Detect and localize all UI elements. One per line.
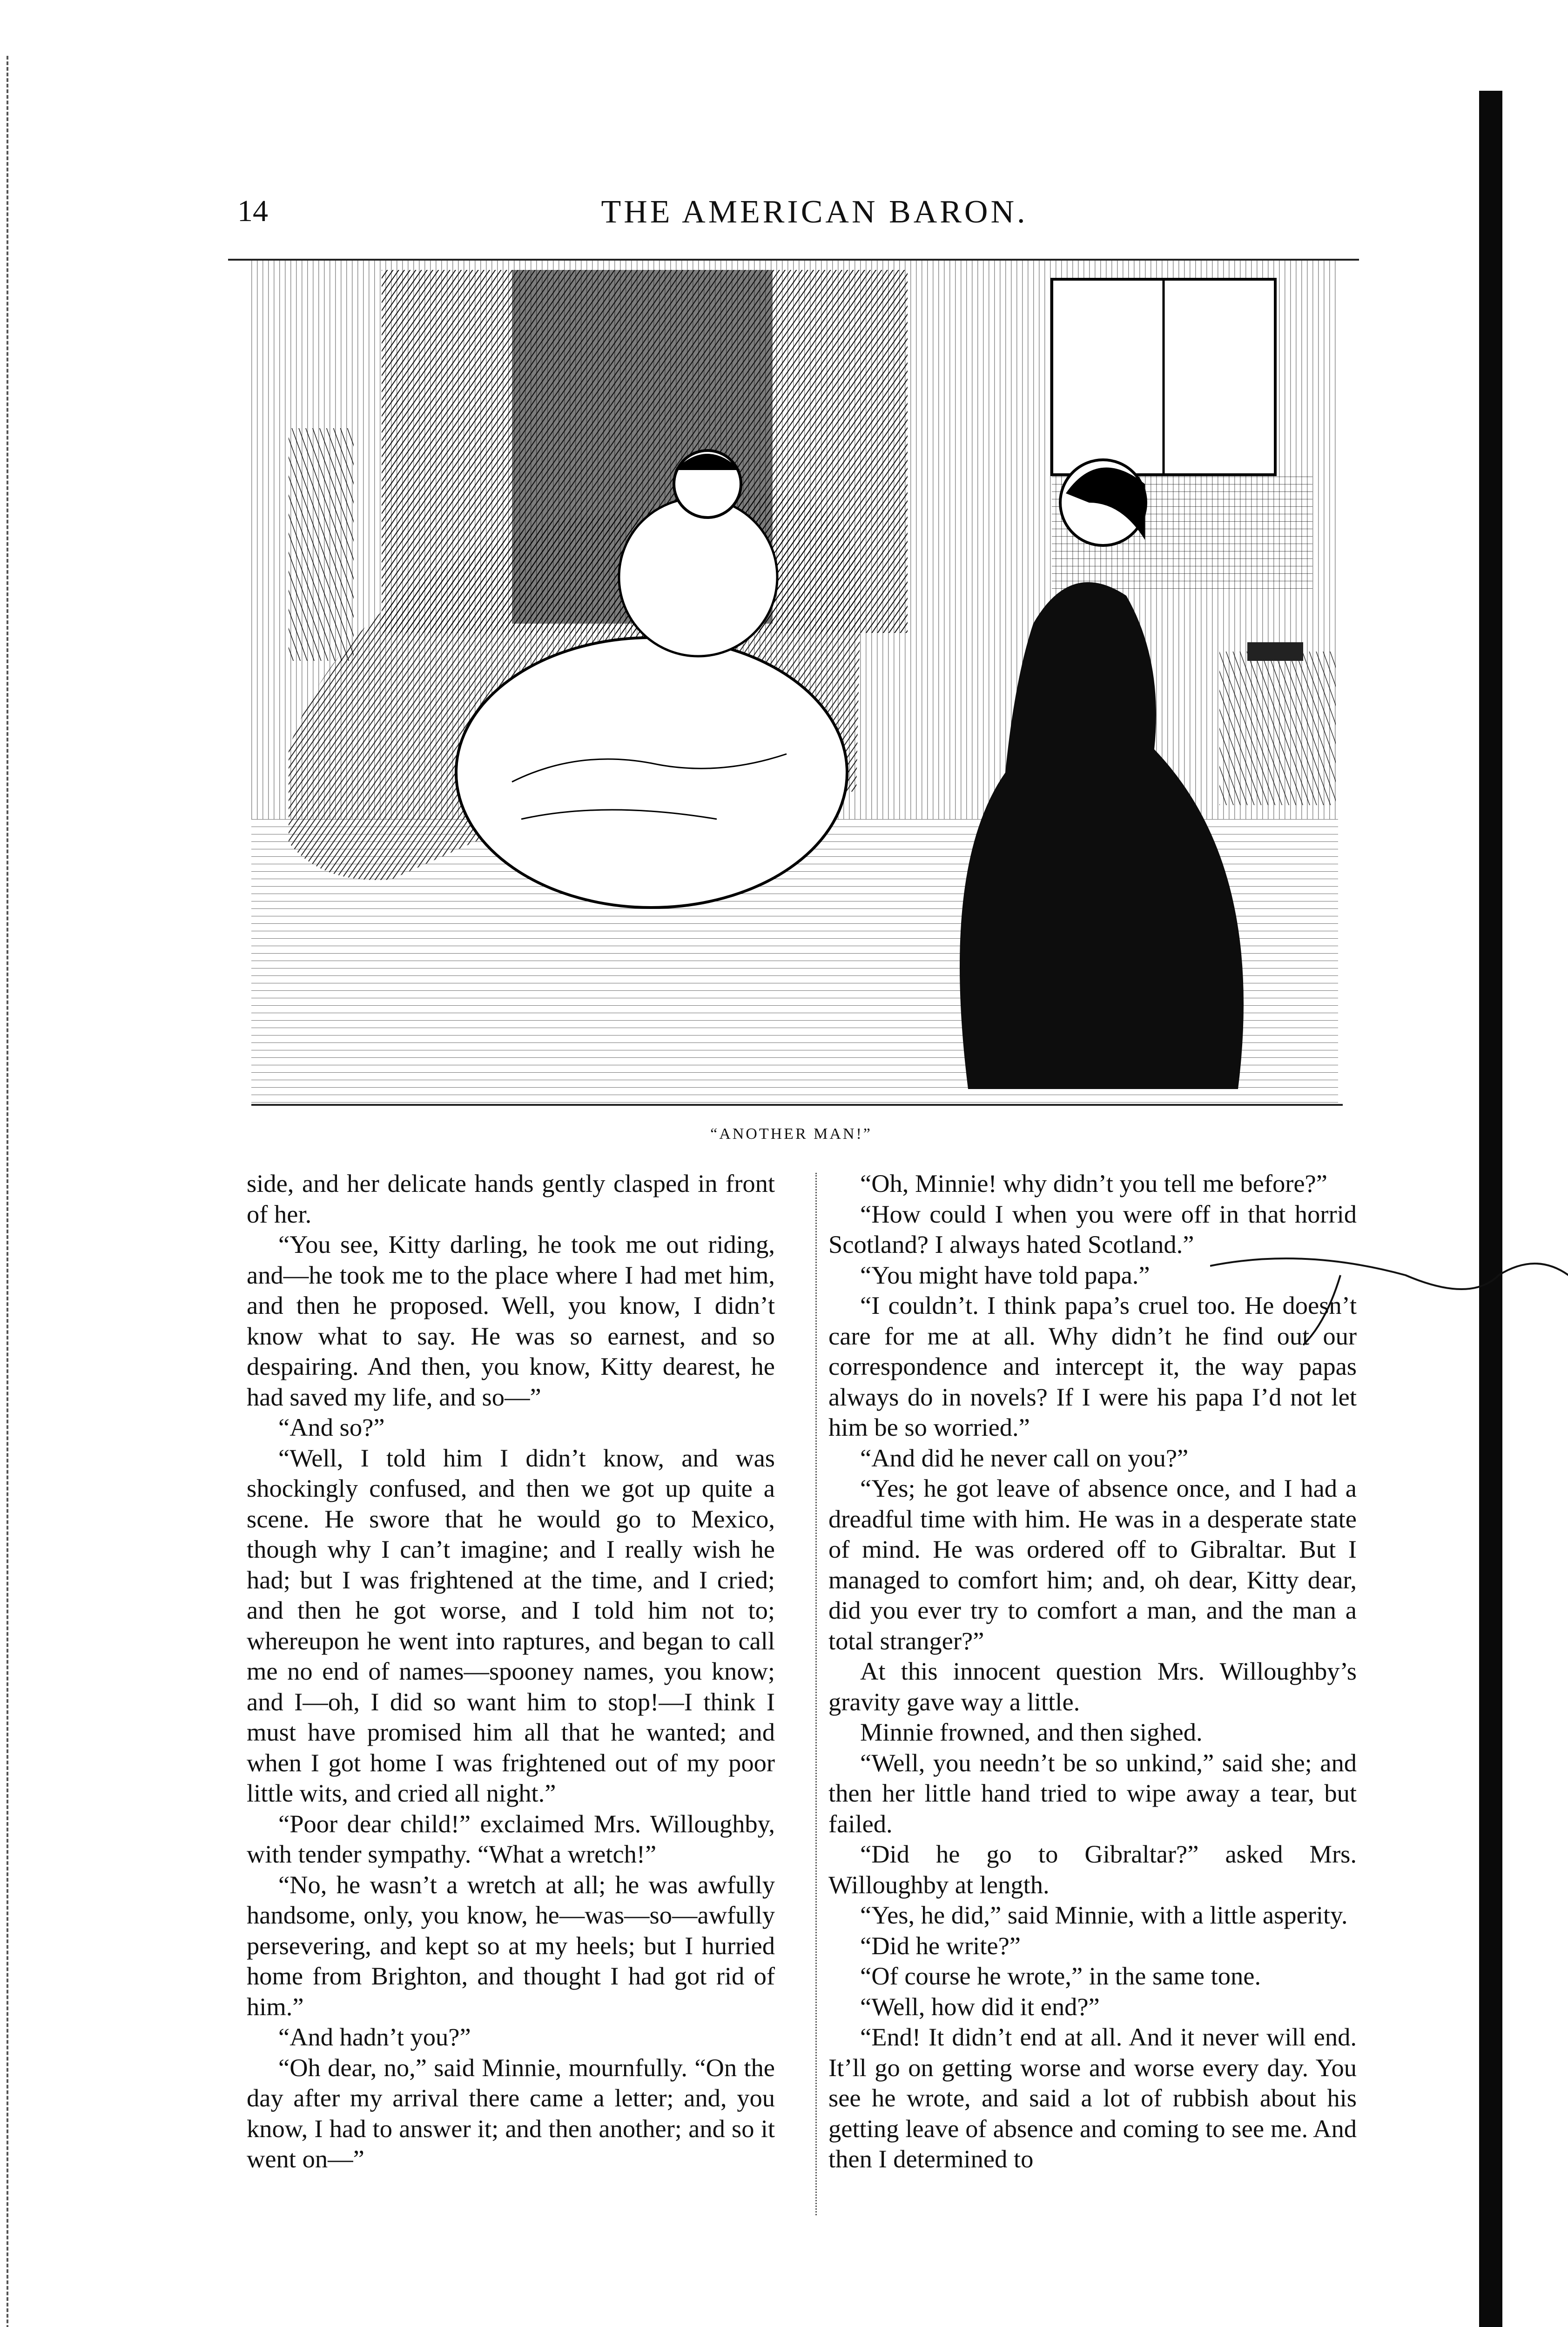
running-head: [237, 194, 1392, 245]
engraving-illustration: [251, 261, 1338, 1108]
engraving-drawing: [251, 261, 1338, 1104]
paragraph: At this innocent question Mrs. Willoughby’s gravity gave way a little.: [828, 1657, 1357, 1716]
paragraph: “Did he write?”: [860, 1931, 1021, 1960]
paragraph: “Yes; he got leave of absence once, and I had a dreadful time with him. He was in a desperate state of mind. He was ordered off to Gibraltar. But I managed to comfort him; and, oh dear, Kitty dear, did you ever try to comfort a man, and the man a total stranger?”: [828, 1474, 1357, 1655]
paragraph: side, and her delicate hands gently clasped in front of her.: [247, 1169, 775, 1228]
paragraph: “I couldn’t. I think papa’s cruel too. He doesn’t care for me at all. Why didn’t he find out our correspondence and intercept it, the way papas always do in novels? If I were his papa I’d not let him be so worried.”: [828, 1291, 1357, 1441]
running-title: THE AMERICAN BARON.: [601, 194, 1028, 230]
paragraph: “You see, Kitty darling, he took me out riding, and—he took me to the place where I had met him, and then he proposed. Well, you know, I didn’t know what to say. He was so earnest, and so despairing. And then, you know, Kitty dearest, he had saved my life, and so—”: [247, 1230, 775, 1411]
column-divider: [815, 1173, 817, 2215]
paragraph: “Well, you needn’t be so unkind,” said she; and then her little hand tried to wipe away a tear, but failed.: [828, 1748, 1357, 1838]
page-number: 14: [237, 194, 268, 228]
paragraph: “And did he never call on you?”: [860, 1443, 1189, 1472]
paragraph: “End! It didn’t end at all. And it never will end. It’ll go on getting worse and worse every day. You see he wrote, and said a lot of rubbish about his getting leave of absence and coming to see me. And then I determined to: [828, 2023, 1357, 2173]
paragraph: “And so?”: [278, 1413, 385, 1441]
paragraph: “Poor dear child!” exclaimed Mrs. Willoughby, with tender sympathy. “What a wretch!”: [247, 1809, 775, 1868]
page-edge-shadow: [1479, 91, 1502, 2327]
paragraph: “You might have told papa.”: [860, 1260, 1150, 1289]
paragraph: “Yes, he did,” said Minnie, with a little asperity.: [860, 1901, 1348, 1929]
paragraph: “Well, I told him I didn’t know, and was shockingly confused, and then we got up quite a scene. He swore that he would go to Mexico, though why I can’t imagine; and I really wish he had; but I was frightened at the time, and I cried; and then he got worse, and I told him not to; whereupon he went into raptures, and began to call me no end of names—spooney names, you know; and I—oh, I did so want him to stop!—I think I must have promised him all that he wanted; and when I got home I was frightened out of my poor little wits, and cried all night.”: [247, 1443, 775, 1807]
paragraph: “Did he go to Gibraltar?” asked Mrs. Willoughby at length.: [828, 1840, 1357, 1899]
paragraph: “Well, how did it end?”: [860, 1992, 1100, 2021]
paragraph: “And hadn’t you?”: [278, 2023, 471, 2051]
paragraph: Minnie frowned, and then sighed.: [860, 1718, 1203, 1746]
paragraph: “Oh, Minnie! why didn’t you tell me before?”: [860, 1169, 1327, 1197]
left-text-column: [247, 1168, 775, 2174]
paragraph: “How could I when you were off in that horrid Scotland? I always hated Scotland.”: [828, 1199, 1357, 1258]
bottom-rule: [251, 1104, 1343, 1106]
paragraph: “Oh dear, no,” said Minnie, mournfully. “On the day after my arrival there came a letter; and, you know, I had to answer it; and then another; and so it went on—”: [247, 2053, 775, 2173]
illustration-caption: “ANOTHER MAN!”: [710, 1125, 872, 1143]
left-margin-rule: [7, 56, 8, 2327]
paragraph: “No, he wasn’t a wretch at all; he was awfully handsome, only, you know, he—was—so—awfully persevering, and kept so at my heels; but I hurried home from Brighton, and thought I had got rid of him.”: [247, 1870, 775, 2021]
paragraph: “Of course he wrote,” in the same tone.: [860, 1962, 1261, 1990]
stray-pen-mark: [1210, 1247, 1568, 1350]
